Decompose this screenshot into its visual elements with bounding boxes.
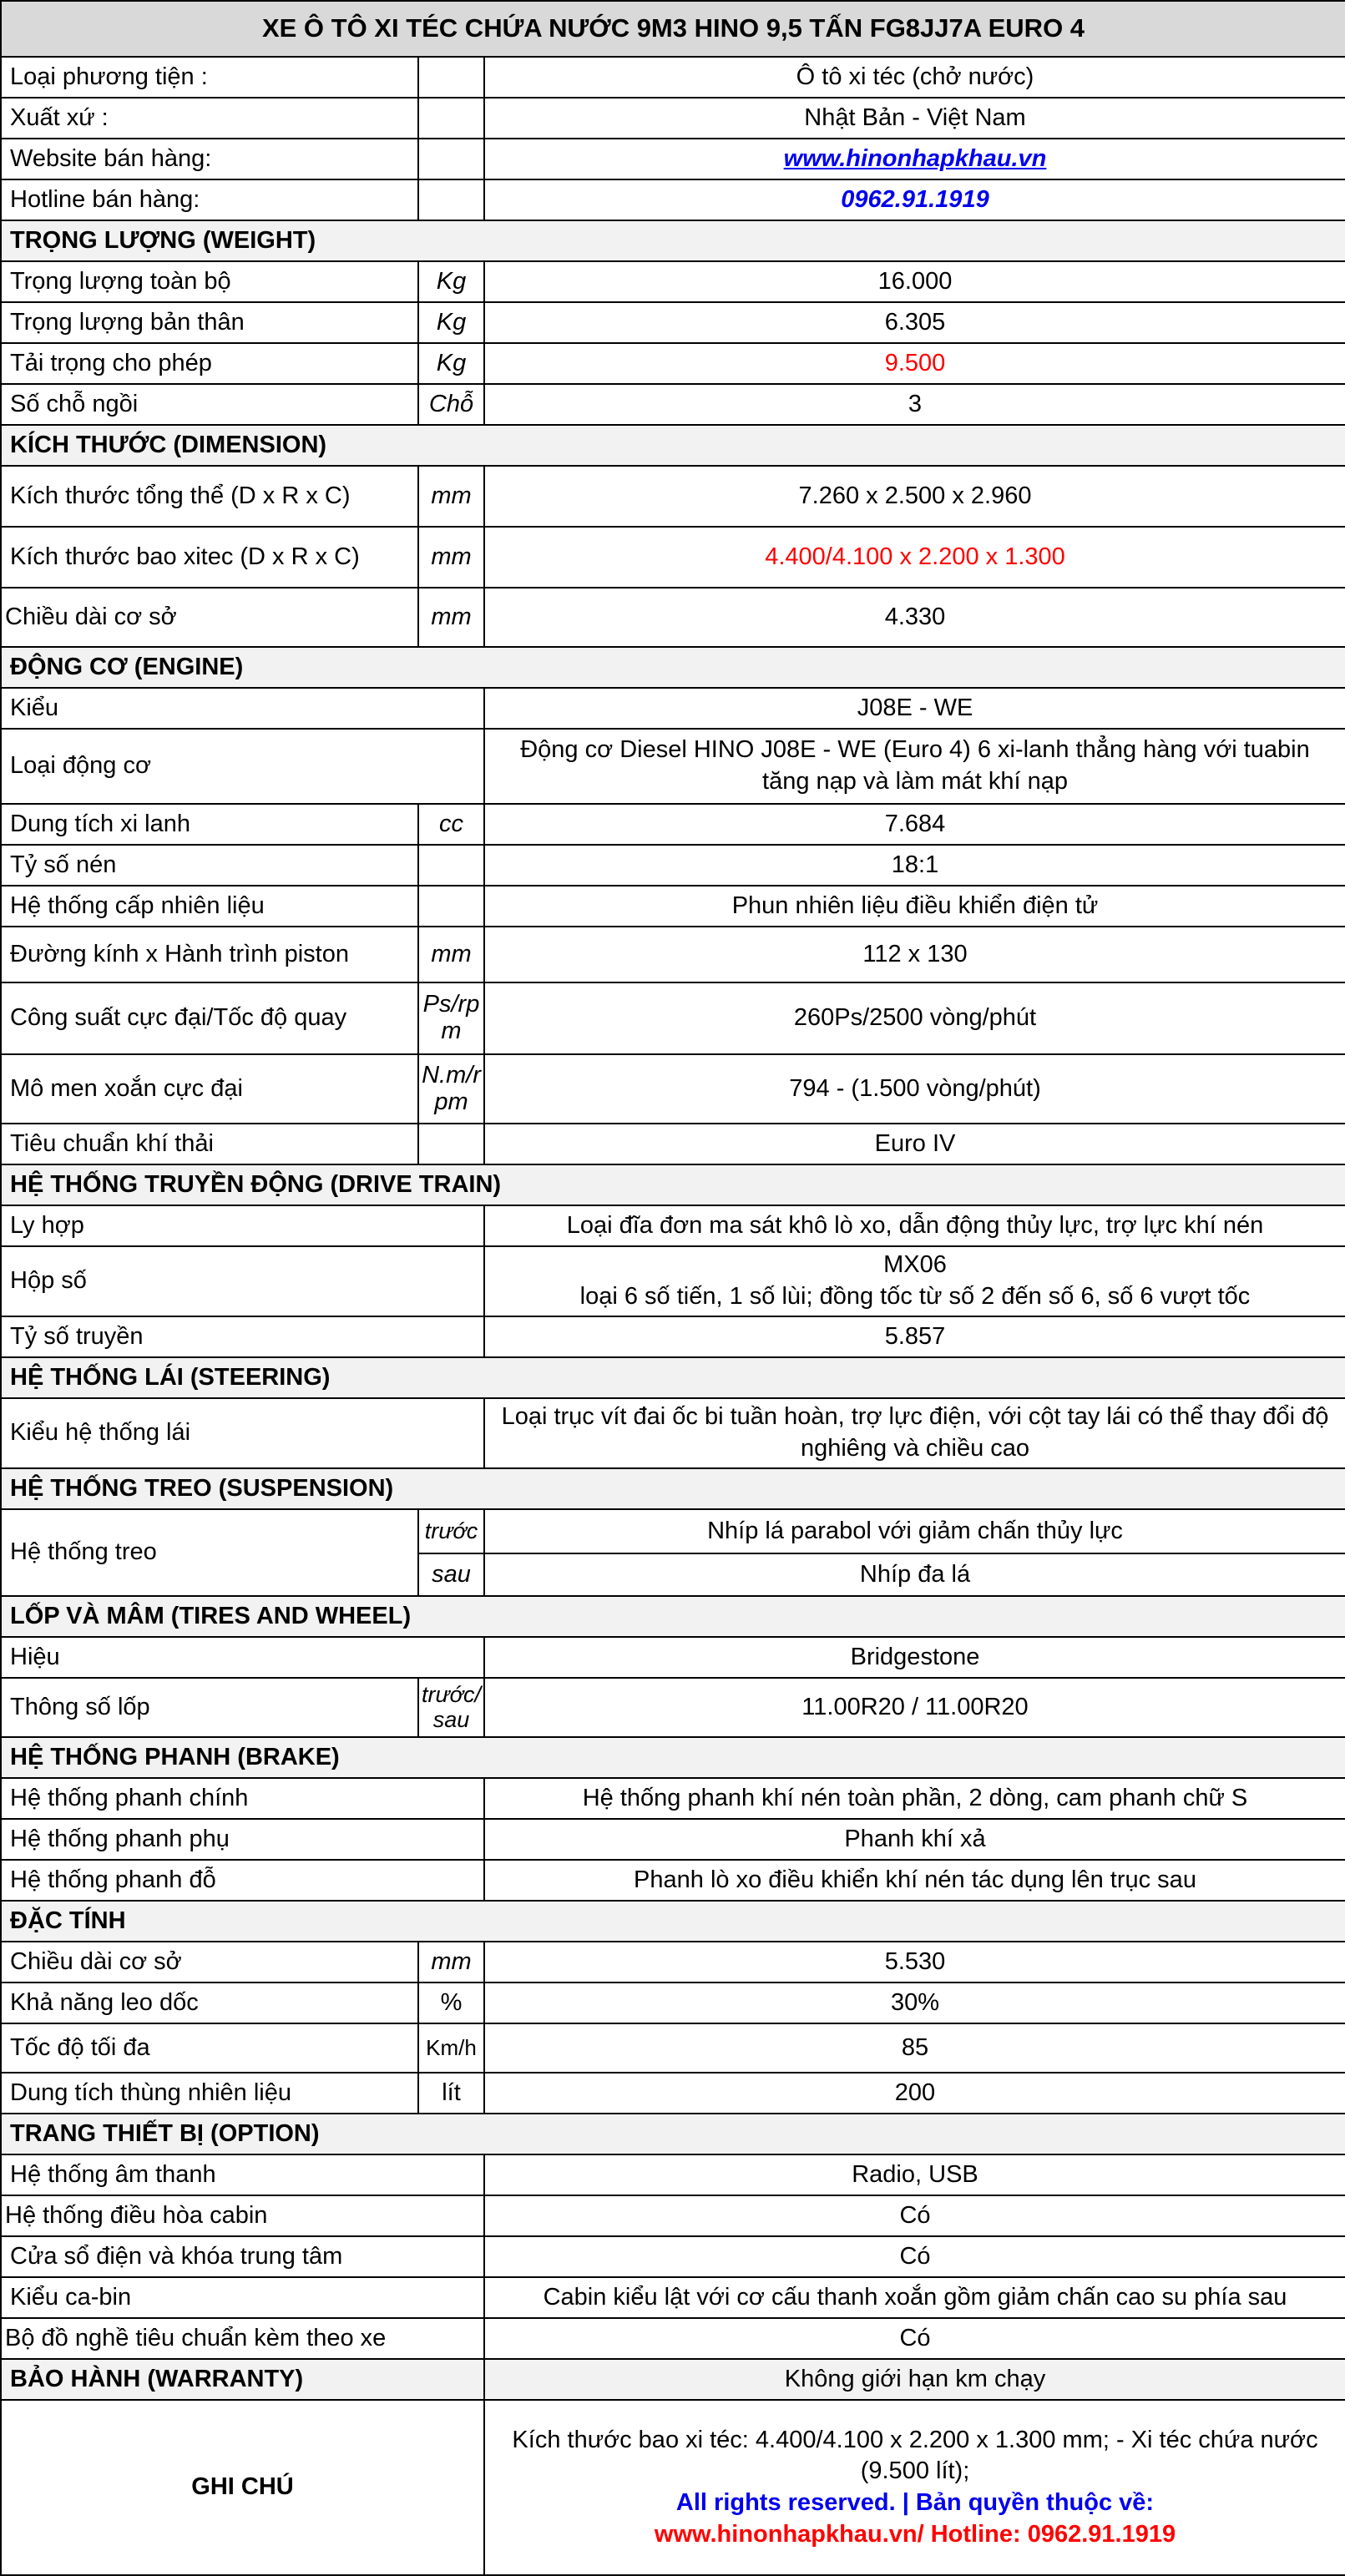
row-unit: Kg xyxy=(418,302,484,343)
row-value: Hệ thống phanh khí nén toàn phần, 2 dòng, cam phanh chữ S xyxy=(484,1778,1345,1819)
row-label: Chiều dài cơ sở xyxy=(1,588,418,647)
section-brake xyxy=(1,1737,1345,1778)
row-label: Tỷ số truyền xyxy=(1,1316,484,1357)
row-unit: mm xyxy=(418,527,484,588)
table-row xyxy=(1,139,1345,179)
table-row xyxy=(1,179,1345,220)
row-value: 200 xyxy=(484,2073,1345,2114)
section-drivetrain xyxy=(1,1164,1345,1205)
table-row xyxy=(1,845,1345,886)
row-label: Dung tích xi lanh xyxy=(1,804,418,845)
row-label: Dung tích thùng nhiên liệu xyxy=(1,2073,418,2114)
row-value: 7.684 xyxy=(484,804,1345,845)
row-value: 16.000 xyxy=(484,261,1345,302)
row-label: Công suất cực đại/Tốc độ quay xyxy=(1,982,418,1054)
row-value: Có xyxy=(484,2195,1345,2236)
table-row xyxy=(1,2154,1345,2195)
row-label: Hệ thống cấp nhiên liệu xyxy=(1,886,418,927)
row-value: 11.00R20 / 11.00R20 xyxy=(484,1678,1345,1737)
row-label: Hệ thống âm thanh xyxy=(1,2154,484,2195)
note-label: GHI CHÚ xyxy=(1,2400,484,2575)
row-value: Nhíp đa lá xyxy=(484,1553,1345,1596)
table-row xyxy=(1,1316,1345,1357)
row-value: 112 x 130 xyxy=(484,927,1345,982)
table-row xyxy=(1,1983,1345,2023)
table-row xyxy=(1,688,1345,729)
row-label: Kiểu ca-bin xyxy=(1,2277,484,2318)
table-row xyxy=(1,804,1345,845)
table-row xyxy=(1,1205,1345,1246)
row-label: Trọng lượng toàn bộ xyxy=(1,261,418,302)
row-value: Nhíp lá parabol với giảm chấn thủy lực xyxy=(484,1509,1345,1553)
table-row xyxy=(1,57,1345,98)
row-value: 18:1 xyxy=(484,845,1345,886)
table-row xyxy=(1,1860,1345,1901)
note-text: Kích thước bao xi téc: 4.400/4.100 x 2.200 x 1.300 mm; - Xi téc chứa nước (9.500 lít); xyxy=(512,2426,1318,2485)
row-value: Radio, USB xyxy=(484,2154,1345,2195)
table-row xyxy=(1,527,1345,588)
table-row xyxy=(1,1942,1345,1983)
table-row xyxy=(1,2023,1345,2073)
row-label: Thông số lốp xyxy=(1,1678,418,1737)
row-label: Loại động cơ xyxy=(1,729,484,804)
row-value: Phun nhiên liệu điều khiển điện tử xyxy=(484,886,1345,927)
row-label: Đường kính x Hành trình piston xyxy=(1,927,418,982)
row-unit xyxy=(418,845,484,886)
page-title: XE Ô TÔ XI TÉC CHỨA NƯỚC 9M3 HINO 9,5 TẤN FG8JJ7A EURO 4 xyxy=(1,1,1345,57)
row-value: 85 xyxy=(484,2023,1345,2073)
hotline-number: 0962.91.1919 xyxy=(841,185,989,213)
row-label: Cửa sổ điện và khóa trung tâm xyxy=(1,2236,484,2277)
row-label: Tải trọng cho phép xyxy=(1,343,418,384)
row-value: Euro IV xyxy=(484,1124,1345,1164)
row-label: Chiều dài cơ sở xyxy=(1,1942,418,1983)
table-row xyxy=(1,588,1345,647)
section-steering xyxy=(1,1357,1345,1398)
row-value: 7.260 x 2.500 x 2.960 xyxy=(484,466,1345,527)
row-label: Tiêu chuẩn khí thải xyxy=(1,1124,418,1164)
section-options xyxy=(1,2114,1345,2154)
row-unit: lít xyxy=(418,2073,484,2114)
row-label: Kiểu xyxy=(1,688,484,729)
row-unit xyxy=(418,179,484,220)
row-value: 260Ps/2500 vòng/phút xyxy=(484,982,1345,1054)
section-heading: HỆ THỐNG PHANH (BRAKE) xyxy=(1,1737,1345,1778)
hotline-cell xyxy=(484,179,1345,220)
row-value: Có xyxy=(484,2318,1345,2359)
section-tires xyxy=(1,1596,1345,1637)
title-row xyxy=(1,1,1345,57)
row-value: 3 xyxy=(484,384,1345,425)
table-row xyxy=(1,261,1345,302)
row-label: Hiệu xyxy=(1,1637,484,1678)
section-heading: TRỌNG LƯỢNG (WEIGHT) xyxy=(1,220,1345,261)
table-row xyxy=(1,1124,1345,1164)
row-label: Kích thước tổng thể (D x R x C) xyxy=(1,466,418,527)
note-content xyxy=(484,2400,1345,2575)
row-unit: cc xyxy=(418,804,484,845)
section-weight xyxy=(1,220,1345,261)
section-heading: TRANG THIẾT BỊ (OPTION) xyxy=(1,2114,1345,2154)
row-unit: Ps/rpm xyxy=(418,982,484,1054)
row-unit: mm xyxy=(418,588,484,647)
section-heading: LỐP VÀ MÂM (TIRES AND WHEEL) xyxy=(1,1596,1345,1637)
contact-text: www.hinonhapkhau.vn/ Hotline: 0962.91.1919 xyxy=(654,2520,1176,2548)
row-value: Loại đĩa đơn ma sát khô lò xo, dẫn động thủy lực, trợ lực khí nén xyxy=(484,1205,1345,1246)
row-value: 5.530 xyxy=(484,1942,1345,1983)
section-heading: HỆ THỐNG TREO (SUSPENSION) xyxy=(1,1468,1345,1509)
row-unit xyxy=(418,886,484,927)
row-unit: trước/sau xyxy=(418,1678,484,1737)
row-value: 30% xyxy=(484,1983,1345,2023)
row-label: Hotline bán hàng: xyxy=(1,179,418,220)
table-row xyxy=(1,927,1345,982)
row-label: Bộ đồ nghề tiêu chuẩn kèm theo xe xyxy=(1,2318,484,2359)
row-label: Tốc độ tối đa xyxy=(1,2023,418,2073)
table-row xyxy=(1,1398,1345,1468)
row-unit: mm xyxy=(418,466,484,527)
warranty-value: Không giới hạn km chạy xyxy=(484,2359,1345,2400)
row-value: 6.305 xyxy=(484,302,1345,343)
row-value: Có xyxy=(484,2236,1345,2277)
row-label: Ly hợp xyxy=(1,1205,484,1246)
table-row xyxy=(1,1819,1345,1860)
row-value: J08E - WE xyxy=(484,688,1345,729)
row-unit: mm xyxy=(418,927,484,982)
table-row xyxy=(1,384,1345,425)
row-value: 9.500 xyxy=(484,343,1345,384)
row-unit: Chỗ xyxy=(418,384,484,425)
row-value xyxy=(484,1246,1345,1316)
row-unit xyxy=(418,139,484,179)
row-unit: Kg xyxy=(418,261,484,302)
row-value: Cabin kiểu lật với cơ cấu thanh xoắn gồm giảm chấn cao su phía sau xyxy=(484,2277,1345,2318)
row-label: Khả năng leo dốc xyxy=(1,1983,418,2023)
section-engine xyxy=(1,647,1345,688)
row-unit: N.m/rpm xyxy=(418,1054,484,1124)
row-label: Hệ thống phanh chính xyxy=(1,1778,484,1819)
row-label: Hộp số xyxy=(1,1246,484,1316)
row-unit: sau xyxy=(418,1553,484,1596)
table-row xyxy=(1,886,1345,927)
table-row xyxy=(1,98,1345,139)
section-heading: BẢO HÀNH (WARRANTY) xyxy=(1,2359,484,2400)
section-heading: ĐẶC TÍNH xyxy=(1,1901,1345,1942)
section-heading: ĐỘNG CƠ (ENGINE) xyxy=(1,647,1345,688)
row-value: 4.400/4.100 x 2.200 x 1.300 xyxy=(484,527,1345,588)
note-row xyxy=(1,2400,1345,2575)
row-unit: trước xyxy=(418,1509,484,1553)
row-value: Động cơ Diesel HINO J08E - WE (Euro 4) 6 xi-lanh thẳng hàng với tuabin tăng nạp và làm mát khí nạp xyxy=(484,729,1345,804)
gearbox-description: loại 6 số tiến, 1 số lùi; đồng tốc từ số 2 đến số 6, số 6 vượt tốc xyxy=(579,1283,1251,1310)
table-row xyxy=(1,1054,1345,1124)
table-row xyxy=(1,2195,1345,2236)
row-value: Bridgestone xyxy=(484,1637,1345,1678)
section-heading: KÍCH THƯỚC (DIMENSION) xyxy=(1,425,1345,466)
row-unit: mm xyxy=(418,1942,484,1983)
row-label: Hệ thống điều hòa cabin xyxy=(1,2195,484,2236)
website-cell xyxy=(484,139,1345,179)
row-value: Nhật Bản - Việt Nam xyxy=(484,98,1345,139)
row-label: Số chỗ ngồi xyxy=(1,384,418,425)
table-row xyxy=(1,1678,1345,1737)
row-value: Phanh lò xo điều khiển khí nén tác dụng lên trục sau xyxy=(484,1860,1345,1901)
gearbox-model: MX06 xyxy=(883,1251,947,1279)
row-label: Mô men xoắn cực đại xyxy=(1,1054,418,1124)
table-row xyxy=(1,982,1345,1054)
row-label: Xuất xứ : xyxy=(1,98,418,139)
row-label: Hệ thống phanh phụ xyxy=(1,1819,484,1860)
copyright-text: All rights reserved. | Bản quyền thuộc về: xyxy=(675,2489,1155,2516)
table-row xyxy=(1,1778,1345,1819)
row-label: Kiểu hệ thống lái xyxy=(1,1398,484,1468)
row-value: Ô tô xi téc (chở nước) xyxy=(484,57,1345,98)
table-row xyxy=(1,2236,1345,2277)
row-unit xyxy=(418,1124,484,1164)
table-row xyxy=(1,2318,1345,2359)
row-unit xyxy=(418,98,484,139)
table-row xyxy=(1,1246,1345,1316)
row-label: Kích thước bao xitec (D x R x C) xyxy=(1,527,418,588)
row-unit: Km/h xyxy=(418,2023,484,2073)
table-row xyxy=(1,2277,1345,2318)
section-heading: HỆ THỐNG LÁI (STEERING) xyxy=(1,1357,1345,1398)
row-unit: % xyxy=(418,1983,484,2023)
row-value: 4.330 xyxy=(484,588,1345,647)
row-value: 794 - (1.500 vòng/phút) xyxy=(484,1054,1345,1124)
row-value: 5.857 xyxy=(484,1316,1345,1357)
row-unit: Kg xyxy=(418,343,484,384)
row-label: Hệ thống phanh đỗ xyxy=(1,1860,484,1901)
section-suspension xyxy=(1,1468,1345,1509)
row-label: Loại phương tiện : xyxy=(1,57,418,98)
section-dimension xyxy=(1,425,1345,466)
section-performance xyxy=(1,1901,1345,1942)
section-warranty xyxy=(1,2359,1345,2400)
row-label: Website bán hàng: xyxy=(1,139,418,179)
row-label: Hệ thống treo xyxy=(1,1509,418,1596)
table-row xyxy=(1,729,1345,804)
row-label: Trọng lượng bản thân xyxy=(1,302,418,343)
row-value: Loại trục vít đai ốc bi tuần hoàn, trợ lực điện, với cột tay lái có thể thay đổi độ nghiêng và chiều cao xyxy=(484,1398,1345,1468)
table-row xyxy=(1,302,1345,343)
table-row xyxy=(1,1509,1345,1553)
row-unit xyxy=(418,57,484,98)
table-row xyxy=(1,343,1345,384)
table-row xyxy=(1,2073,1345,2114)
row-label: Tỷ số nén xyxy=(1,845,418,886)
website-link[interactable]: www.hinonhapkhau.vn xyxy=(783,144,1047,172)
section-heading: HỆ THỐNG TRUYỀN ĐỘNG (DRIVE TRAIN) xyxy=(1,1164,1345,1205)
table-row xyxy=(1,1637,1345,1678)
row-value: Phanh khí xả xyxy=(484,1819,1345,1860)
table-row xyxy=(1,466,1345,527)
